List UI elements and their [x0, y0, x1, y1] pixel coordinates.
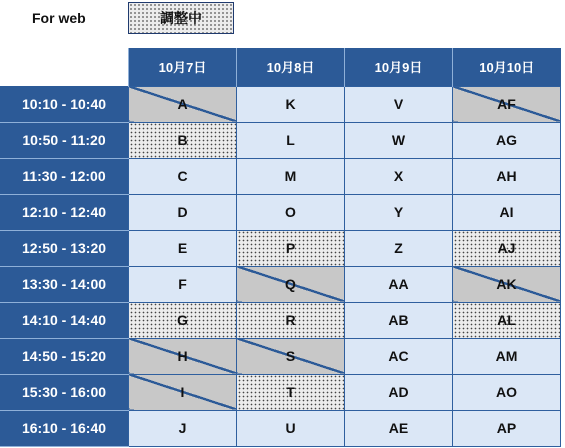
schedule-slot-open[interactable]: U: [237, 410, 345, 446]
adjusting-legend-label: 調整中: [160, 10, 202, 26]
schedule-slot-open[interactable]: Y: [345, 194, 453, 230]
schedule-slot-closed[interactable]: S: [237, 338, 345, 374]
time-slot-row: [0, 266, 561, 302]
schedule-slot-open[interactable]: AG: [453, 122, 561, 158]
time-range-label: 16:10 - 16:40: [0, 410, 129, 446]
schedule-slot-closed[interactable]: A: [129, 86, 237, 122]
schedule-slot-open[interactable]: Z: [345, 230, 453, 266]
time-slot-row: [0, 410, 561, 446]
schedule-slot-open[interactable]: AA: [345, 266, 453, 302]
day-header: 10月8日: [237, 48, 345, 86]
time-slot-row: [0, 338, 561, 374]
schedule-slot-open[interactable]: AE: [345, 410, 453, 446]
day-header-row: [0, 48, 561, 86]
time-range-label: 11:30 - 12:00: [0, 158, 129, 194]
schedule-slot-open[interactable]: L: [237, 122, 345, 158]
schedule-slot-closed[interactable]: I: [129, 374, 237, 410]
schedule-slot-closed[interactable]: H: [129, 338, 237, 374]
schedule-slot-open[interactable]: AM: [453, 338, 561, 374]
time-slot-row: [0, 302, 561, 338]
schedule-slot-open[interactable]: C: [129, 158, 237, 194]
schedule-slot-adjusting[interactable]: T: [237, 374, 345, 410]
schedule-slot-open[interactable]: E: [129, 230, 237, 266]
schedule-slot-open[interactable]: AC: [345, 338, 453, 374]
schedule-slot-open[interactable]: O: [237, 194, 345, 230]
schedule-body: [0, 86, 561, 446]
for-web-label: For web: [32, 10, 86, 26]
schedule-slot-adjusting[interactable]: AL: [453, 302, 561, 338]
schedule-slot-adjusting[interactable]: P: [237, 230, 345, 266]
schedule-slot-open[interactable]: J: [129, 410, 237, 446]
schedule-slot-open[interactable]: W: [345, 122, 453, 158]
time-range-label: 14:10 - 14:40: [0, 302, 129, 338]
schedule-slot-open[interactable]: AP: [453, 410, 561, 446]
time-range-label: 13:30 - 14:00: [0, 266, 129, 302]
time-slot-row: [0, 194, 561, 230]
schedule-slot-closed[interactable]: Q: [237, 266, 345, 302]
time-range-label: 10:10 - 10:40: [0, 86, 129, 122]
day-header: 10月9日: [345, 48, 453, 86]
schedule-slot-open[interactable]: AO: [453, 374, 561, 410]
time-slot-row: [0, 374, 561, 410]
time-slot-row: [0, 158, 561, 194]
schedule-slot-open[interactable]: F: [129, 266, 237, 302]
schedule-slot-open[interactable]: M: [237, 158, 345, 194]
time-slot-row: [0, 122, 561, 158]
schedule-slot-open[interactable]: V: [345, 86, 453, 122]
time-range-label: 15:30 - 16:00: [0, 374, 129, 410]
day-header: 10月10日: [453, 48, 561, 86]
schedule-slot-closed[interactable]: AK: [453, 266, 561, 302]
schedule-slot-open[interactable]: AB: [345, 302, 453, 338]
time-range-label: 14:50 - 15:20: [0, 338, 129, 374]
time-range-label: 12:10 - 12:40: [0, 194, 129, 230]
schedule-table: [0, 48, 561, 447]
schedule-slot-adjusting[interactable]: AJ: [453, 230, 561, 266]
schedule-slot-open[interactable]: D: [129, 194, 237, 230]
schedule-slot-adjusting[interactable]: B: [129, 122, 237, 158]
time-range-label: 12:50 - 13:20: [0, 230, 129, 266]
schedule-slot-adjusting[interactable]: R: [237, 302, 345, 338]
day-header: 10月7日: [129, 48, 237, 86]
schedule-slot-open[interactable]: AD: [345, 374, 453, 410]
header-corner: [0, 48, 129, 86]
time-range-label: 10:50 - 11:20: [0, 122, 129, 158]
schedule-slot-open[interactable]: AH: [453, 158, 561, 194]
schedule-slot-open[interactable]: AI: [453, 194, 561, 230]
adjusting-legend: [128, 2, 234, 34]
time-slot-row: [0, 86, 561, 122]
schedule-slot-open[interactable]: X: [345, 158, 453, 194]
schedule-slot-closed[interactable]: AF: [453, 86, 561, 122]
schedule-slot-open[interactable]: K: [237, 86, 345, 122]
time-slot-row: [0, 230, 561, 266]
schedule-slot-adjusting[interactable]: G: [129, 302, 237, 338]
